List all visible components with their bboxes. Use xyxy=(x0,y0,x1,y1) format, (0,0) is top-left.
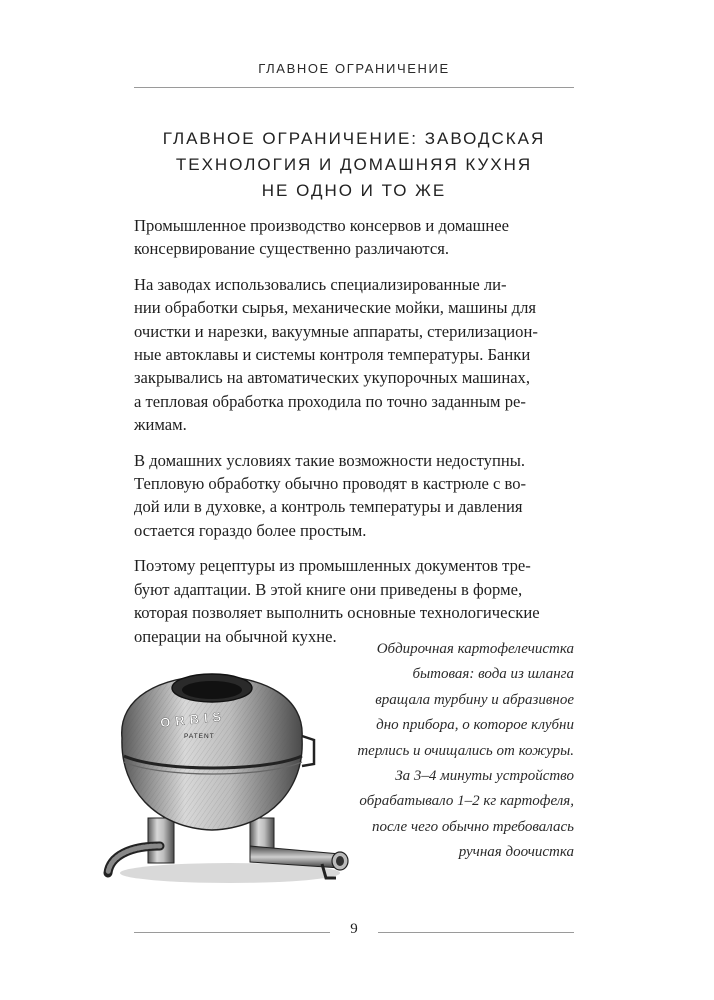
left-leg xyxy=(148,818,174,863)
embossed-label: ORBIS xyxy=(159,708,227,731)
paragraph xyxy=(134,214,574,261)
chapter-title-line: НЕ ОДНО И ТО ЖЕ xyxy=(261,181,447,200)
caption-line: вращала турбину и абразивное xyxy=(375,691,574,708)
caption-line: Обдирочная картофелечистка xyxy=(376,641,574,657)
chapter-title-line: ГЛАВНОЕ ОГРАНИЧЕНИЕ: ЗАВОДСКАЯ xyxy=(162,129,546,148)
text-line: операции на обычной кухне. xyxy=(134,626,337,646)
caption-line: после чего обычно требовалась xyxy=(371,818,574,835)
text-line: нии обработки сырья, механические мойки, машины для xyxy=(134,298,537,318)
text-line: консервирование существенно различаются. xyxy=(134,239,449,259)
page-number: 9 xyxy=(350,921,358,937)
text-line: ные автоклавы и системы контроля температуры. Банки xyxy=(134,345,531,365)
text-line: Поэтому рецептуры из промышленных документов тре- xyxy=(134,556,531,576)
figure-caption xyxy=(314,637,574,866)
footer-rule-left xyxy=(134,932,330,933)
running-head: ГЛАВНОЕ ОГРАНИЧЕНИЕ xyxy=(258,61,450,76)
paragraph xyxy=(134,449,574,543)
chapter-title xyxy=(134,126,574,204)
text-line: а тепловая обработка проходила по точно заданным ре- xyxy=(134,391,526,411)
header-rule xyxy=(134,87,574,88)
caption-line: терлись и очищались от кожуры. xyxy=(357,742,574,759)
caption-line: ручная доочистка xyxy=(458,844,574,861)
caption-line: обрабатывало 1–2 кг картофеля, xyxy=(359,793,574,810)
text-line: очистки и нарезки, вакуумные аппараты, стерилизацион- xyxy=(134,321,538,341)
text-line: Тепловую обработку обычно проводят в кастрюле с во- xyxy=(134,474,527,494)
text-line: дой или в духовке, а контроль температуры и давления xyxy=(134,497,523,517)
caption-line: За 3–4 минуты устройство xyxy=(395,768,574,785)
text-line: В домашних условиях такие возможности недоступны. xyxy=(134,450,526,470)
text-line: остается гораздо более простым. xyxy=(134,520,367,540)
text-line: буют адаптации. В этой книге они приведены в форме, xyxy=(134,579,523,599)
text-line: жимам. xyxy=(134,415,187,435)
caption-line: дно прибора, о которое клубни xyxy=(376,717,574,734)
chapter-title-line: ТЕХНОЛОГИЯ И ДОМАШНЯЯ КУХНЯ xyxy=(175,155,533,174)
text-line: Промышленное производство консервов и домашнее xyxy=(134,216,510,235)
text-line: которая позволяет выполнить основные технологические xyxy=(134,603,540,623)
paragraph xyxy=(134,554,574,648)
text-line: На заводах использовались специализированные ли- xyxy=(134,274,507,294)
caption-line: бытовая: вода из шланга xyxy=(412,666,574,683)
side-handle xyxy=(302,736,314,766)
body-text xyxy=(134,214,574,660)
patent-plate: PATENT xyxy=(184,733,215,740)
footer-rule-right xyxy=(378,932,574,933)
paragraph xyxy=(134,273,574,437)
text-line: закрывались на автоматических укупорочных машинах, xyxy=(134,368,531,388)
